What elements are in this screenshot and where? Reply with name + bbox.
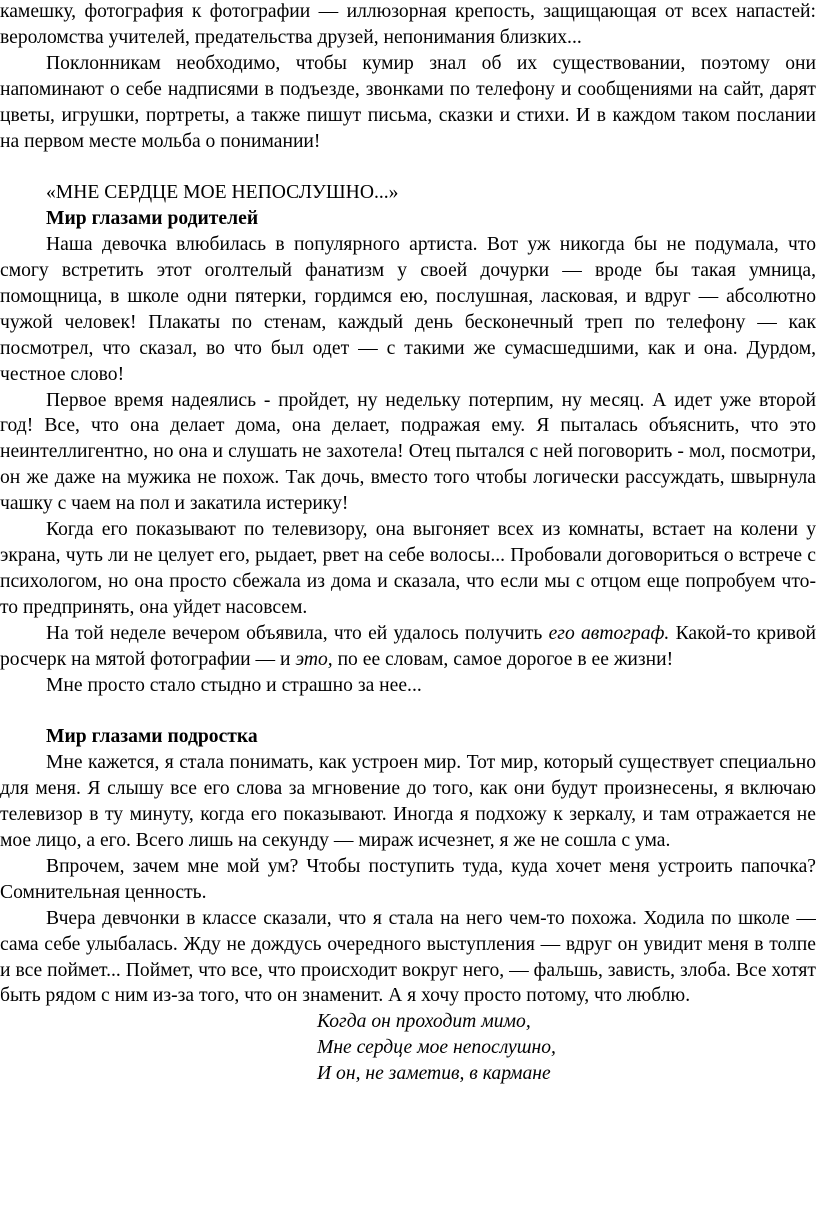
paragraph-fragment: камешку, фотография к фотографии — иллюзорная крепость, защищающая от всех напастей: — [0, 1, 816, 22]
paragraph-fans: Поклонникам необходимо, чтобы кумир знал об их существовании, поэтому они напоминают о себе надписями в подъезде, звонками по телефону и сообщениями на сайт, дарят цветы, игрушки, портреты, а также пишут письма, сказки и стихи. И в каждом таком послании на первом месте мольба о понимании! — [0, 52, 816, 152]
paragraph-parents-1: Наша девочка влюбилась в популярного артиста. Вот уж никогда бы не подумала, что смогу встретить этот оголтелый фанатизм у своей дочурки — вроде бы такая умница, помощница, в школе одни пятерки, гордимся ею, послушная, ласковая, и вдруг — абсолютно чужой человек! Плакаты по стенам, каждый день бесконечный треп по телефону — как посмотрел, что сказал, во что был одет — с такими же сумасшедшими, как и она. Дурдом, честное слово! — [0, 234, 816, 385]
verse-line: И он, не заметив, в кармане — [317, 1063, 551, 1085]
text-run: Какой-то кривой росчерк на мятой фотографии — и — [0, 622, 816, 670]
paragraph-parents-3: Когда его показывают по телевизору, она выгоняет всех из комнаты, встает на колени у экрана, чуть ли не целует его, рыдает, рвет на себе волосы... Пробовали договориться о встрече с психологом, но она просто сбежала из дома и сказала, что если мы с отцом еще попробуем что-то предпринять, она уйдет насовсем. — [0, 519, 816, 618]
italic-run: это, — [295, 648, 333, 670]
heading-parents: Мир глазами родителей — [46, 208, 259, 230]
paragraph-teen-3: Вчера девчонки в классе сказали, что я стала на него чем-то похожа. Ходила по школе — сама себе улыбалась. Жду не дождусь очередного выступления — вдруг он увидит меня в толпе и все поймет... Поймет, что все, что происходит вокруг него, — фальшь, зависть, злоба. Все хотят быть рядом с ним из-за того, что он знаменит. А я хочу просто потому, что люблю. — [0, 907, 816, 1007]
paragraph-fragment-end: вероломства учителей, предательства друзей, непонимания близких... — [0, 26, 582, 48]
blank-line — [0, 698, 816, 724]
paragraph-parents-2: Первое время надеялись - пройдет, ну недельку потерпим, ну месяц. А идет уже второй год! Все, что она делает дома, она делает, подражая ему. Я пыталась объяснить, что это неинтеллигентно, но она и слушать не захотела! Отец пытался с ней поговорить - мол, посмотри, он же даже на мужика не похож. Так дочь, вместо того чтобы логически рассуждать, швырнула чашку с чаем на пол и закатила истерику! — [0, 389, 816, 515]
verse-line: Когда он проходит мимо, — [317, 1011, 531, 1033]
heading-teen: Мир глазами подростка — [46, 726, 258, 748]
blank-line — [0, 154, 816, 180]
paragraph-ashamed: Мне просто стало стыдно и страшно за нее... — [46, 674, 422, 696]
verse-line: Мне сердце мое непослушно, — [317, 1037, 556, 1059]
italic-run: его автограф. — [548, 622, 670, 644]
text-run: На той неделе вечером объявила, что ей удалось получить — [46, 622, 549, 644]
paragraph-teen-2: Впрочем, зачем мне мой ум? Чтобы поступить туда, куда хочет меня устроить папочка? Сомнительная ценность. — [0, 855, 816, 903]
section-title: «МНЕ СЕРДЦЕ МОЕ НЕПОСЛУШНО...» — [46, 182, 399, 204]
text-run: по ее словам, самое дорогое в ее жизни! — [332, 648, 674, 670]
paragraph-autograph — [0, 621, 816, 673]
paragraph-teen-1: Мне кажется, я стала понимать, как устроен мир. Тот мир, который существует специально для меня. Я слышу все его слова за мгновение до того, как они будут произнесены, я включаю телевизор в ту минуту, когда его показывают. Иногда я подхожу к зеркалу, и там отражается не мое лицо, а его. Всего лишь на секунду — мираж исчезнет, я же не сошла с ума. — [0, 752, 816, 851]
